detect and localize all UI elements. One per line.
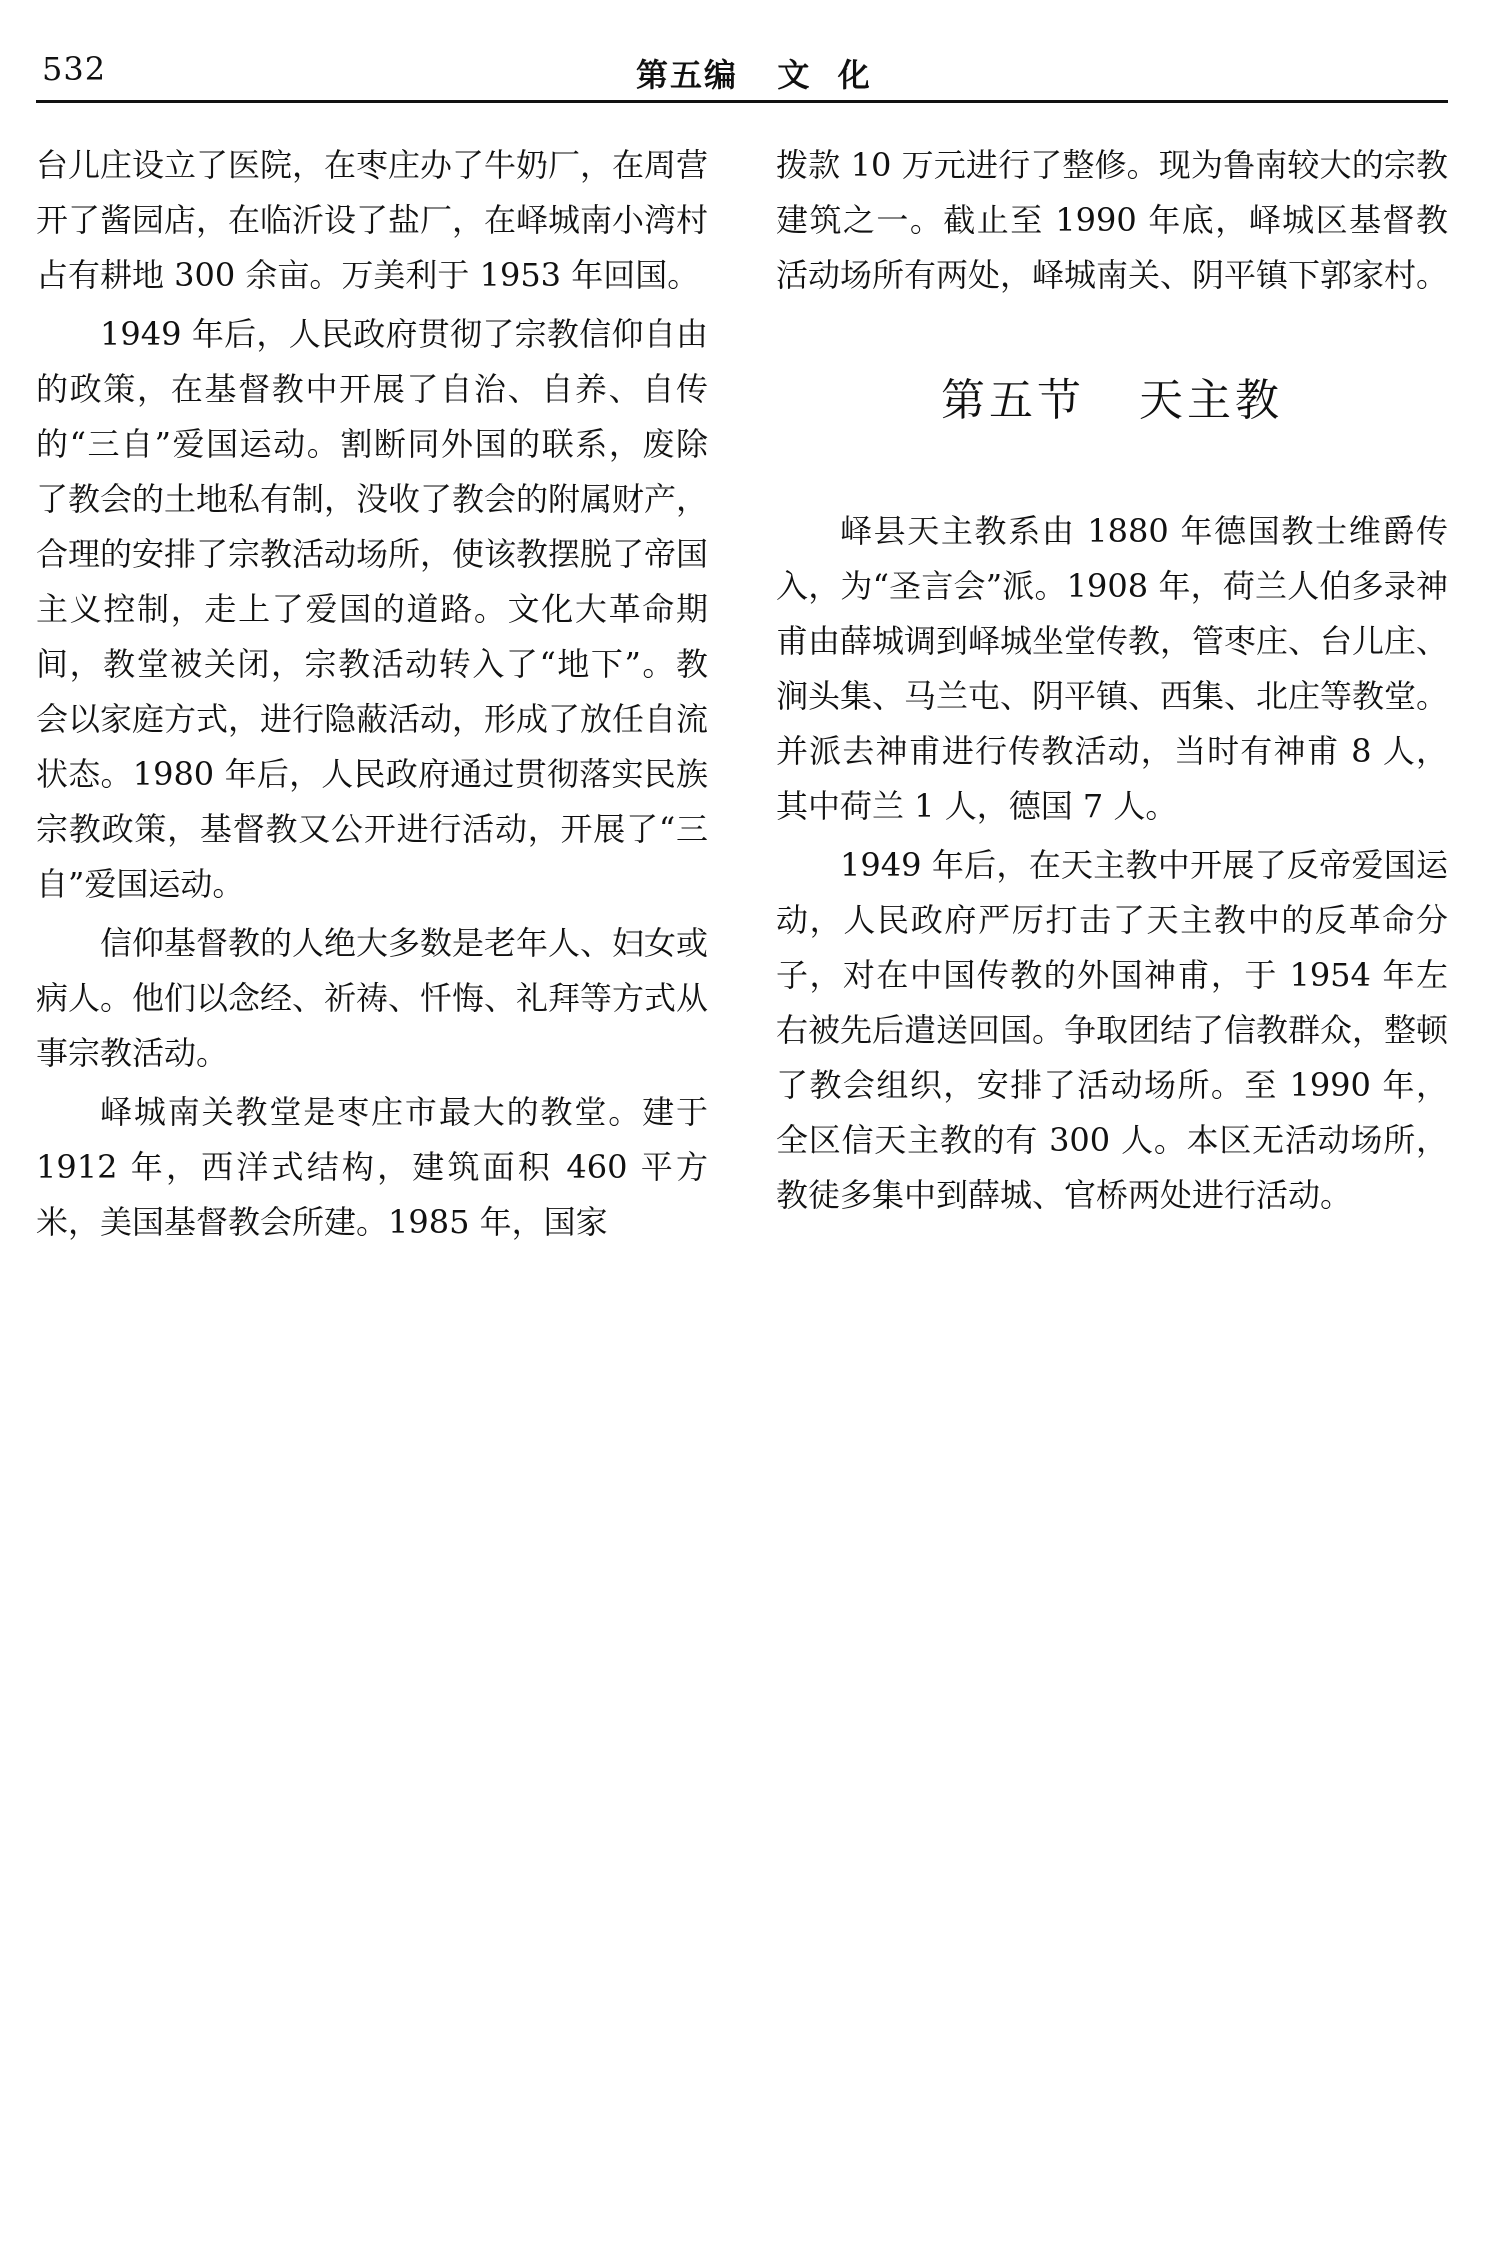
page-number: 532: [42, 50, 107, 88]
paragraph: 台儿庄设立了医院，在枣庄办了牛奶厂，在周营开了酱园店，在临沂设了盐厂，在峄城南小湾村占有耕地 300 余亩。万美利于 1953 年回国。: [36, 146, 709, 294]
paragraph-continuation: 拨款 10 万元进行了整修。现为鲁南较大的宗教建筑之一。截止至 1990 年底，峄城区基督教活动场所有两处，峄城南关、阴平镇下郭家村。: [776, 146, 1449, 294]
paragraph: 峄县天主教系由 1880 年德国教士维爵传入，为“圣言会”派。1908 年，荷兰人伯多录神甫由薛城调到峄城坐堂传教，管枣庄、台儿庄、涧头集、马兰屯、阴平镇、西集、北庄等教堂。并派去神甫进行传教活动，当时有神甫 8 人，其中荷兰 1 人，德国 7 人。: [776, 512, 1449, 825]
page-header: [36, 44, 1448, 104]
left-column: [36, 138, 708, 1254]
section-title: 第五节 天主教: [941, 375, 1283, 426]
paragraph: 1949 年后，在天主教中开展了反帝爱国运动，人民政府严厉打击了天主教中的反革命分子，对在中国传教的外国神甫，于 1954 年左右被先后遣送回国。争取团结了信教群众，整顿了教会组织，安排了活动场所。至 1990 年，全区信天主教的有 300 人。本区无活动场所，教徒多集中到薛城、官桥两处进行活动。: [776, 846, 1449, 1214]
paragraph: 信仰基督教的人绝大多数是老年人、妇女或病人。他们以念经、祈祷、忏悔、礼拜等方式从事宗教活动。: [36, 924, 709, 1072]
header-rule: [36, 100, 1448, 103]
paragraph: 峄城南关教堂是枣庄市最大的教堂。建于 1912 年，西洋式结构，建筑面积 460 平方米，美国基督教会所建。1985 年，国家: [36, 1093, 708, 1241]
paragraph: 1949 年后，人民政府贯彻了宗教信仰自由的政策，在基督教中开展了自治、自养、自传的“三自”爱国运动。割断同外国的联系，废除了教会的土地私有制，没收了教会的附属财产，合理的安排了宗教活动场所，使该教摆脱了帝国主义控制，走上了爱国的道路。文化大革命期间，教堂被关闭，宗教活动转入了“地下”。教会以家庭方式，进行隐蔽活动，形成了放任自流状态。1980 年后，人民政府通过贯彻落实民族宗教政策，基督教又公开进行活动，开展了“三自”爱国运动。: [36, 315, 709, 903]
running-head: 第五编 文 化: [636, 56, 872, 94]
right-column: [776, 138, 1448, 1227]
